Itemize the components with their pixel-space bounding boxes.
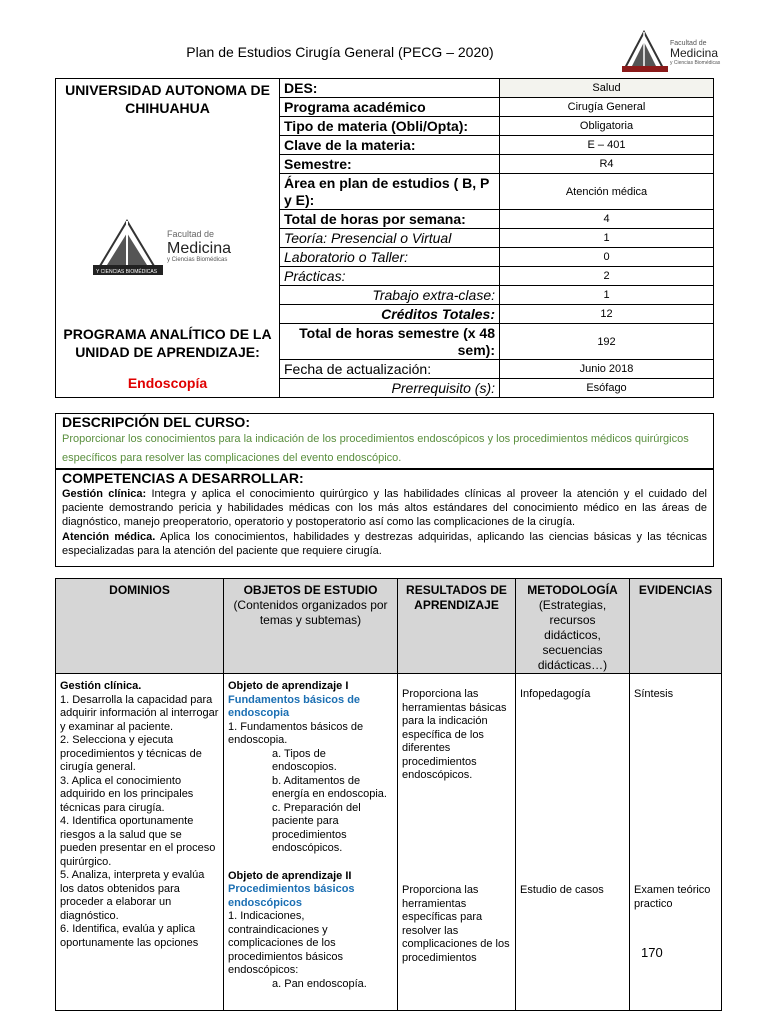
competency-text: Aplica los conocimientos, habilidades y destrezas adquiridas, aplicando las ciencias básicas y las técnicas especializadas para la atención del paciente que requiere cirugía.	[62, 531, 708, 557]
header-metodologia: METODOLOGÍA (Estrategias, recursos didácticos, secuencias didácticas…)	[516, 579, 630, 674]
program-title: PROGRAMA ANALÍTICO DE LA UNIDAD DE APRENDIZAJE:	[63, 326, 272, 360]
field-value: Junio 2018	[500, 360, 714, 379]
field-value: Cirugía General	[500, 98, 714, 117]
field-label: Créditos Totales:	[280, 305, 500, 324]
field-value: Esófago	[500, 379, 714, 398]
dominio-item: 3. Aplica el conocimiento adquirido en los principales técnicas para cirugía.	[60, 774, 194, 814]
dominio-item: 6. Identifica, evalúa y aplica oportunamente las opciones	[60, 923, 199, 949]
resultado-item: Proporciona las herramientas básicas para la indicación específica de los diferentes procedimientos endoscópicos.	[402, 688, 507, 781]
field-value: 192	[500, 324, 714, 360]
competencies	[55, 469, 714, 567]
field-label: Laboratorio o Taller:	[280, 248, 500, 267]
faculty-logo	[93, 217, 243, 279]
competency-title: Atención médica.	[62, 531, 156, 543]
metodologia-item: Estudio de casos	[520, 884, 604, 896]
svg-text:y Ciencias Biomédicas: y Ciencias Biomédicas	[670, 60, 721, 66]
competency-text: Integra y aplica el conocimiento quirúrgico y las habilidades clínicas al proveer la atención y el cuidado del paciente demostrando pericia y habilidades médicas con los más altos estándares del conocimiento médico en las áreas de diagnóstico, manejo preoperatorio, operatorio y postoperatorio así como las complicaciones de la cirugía.	[62, 488, 708, 528]
metodologia-cell	[516, 674, 630, 1011]
field-label: Clave de la materia:	[280, 136, 500, 155]
objeto-label: Objeto de aprendizaje II	[228, 869, 352, 882]
svg-text:y Ciencias Biomédicas: y Ciencias Biomédicas	[166, 257, 227, 263]
header-objetos: OBJETOS DE ESTUDIO (Contenidos organizados por temas y subtemas)	[224, 579, 398, 674]
university-name: UNIVERSIDAD AUTONOMA DE CHIHUAHUA	[65, 82, 270, 116]
field-value: 4	[500, 210, 714, 229]
svg-text:Medicina: Medicina	[166, 240, 231, 257]
objeto-subitem: b. Aditamentos de energía en endoscopia.	[272, 774, 387, 800]
header-evidencias: EVIDENCIAS	[630, 579, 722, 674]
field-value: 1	[500, 286, 714, 305]
objeto-subitem: a. Tipos de endoscopios.	[272, 747, 337, 773]
competency-item	[62, 530, 707, 558]
field-value: Salud	[500, 79, 714, 98]
field-value: 2	[500, 267, 714, 286]
field-label: Teoría: Presencial o Virtual	[280, 229, 500, 248]
page-header-title: Plan de Estudios Cirugía General (PECG – 2020)	[186, 44, 494, 60]
field-value: 12	[500, 305, 714, 324]
page-number: 170	[641, 945, 663, 960]
description-text: Proporcionar los conocimientos para la indicación de los procedimientos endoscópicos y los procedimientos médicos quirúrgicos específicos para resolver las complicaciones del evento endoscópico.	[62, 433, 689, 464]
field-value: 0	[500, 248, 714, 267]
evidencia-item: Examen teórico practico	[634, 884, 711, 910]
faculty-logo-header	[622, 28, 742, 74]
header-resultados: RESULTADOS DE APRENDIZAJE	[398, 579, 516, 674]
field-label: Total de horas por semana:	[280, 210, 500, 229]
field-label: Programa académico	[280, 98, 500, 117]
field-label: Semestre:	[280, 155, 500, 174]
metodologia-item: Infopedagogía	[520, 688, 591, 700]
svg-text:Y CIENCIAS BIOMÉDICAS: Y CIENCIAS BIOMÉDICAS	[95, 269, 157, 275]
objeto-subitem: c. Preparación del paciente para procedimientos endoscópicos.	[272, 801, 361, 854]
field-label: DES:	[280, 79, 500, 98]
header-dominios: DOMINIOS	[56, 579, 224, 674]
resultados-cell	[398, 674, 516, 1011]
svg-text:Facultad de: Facultad de	[670, 40, 707, 47]
field-value: Obligatoria	[500, 117, 714, 136]
course-identity-cell	[56, 79, 280, 398]
field-value: 1	[500, 229, 714, 248]
field-label: Área en plan de estudios ( B, P y E):	[280, 174, 500, 210]
field-label: Tipo de materia (Obli/Opta):	[280, 117, 500, 136]
field-label: Prerrequisito (s):	[280, 379, 500, 398]
objeto-label: Objeto de aprendizaje I	[228, 680, 349, 692]
dominios-title: Gestión clínica.	[60, 680, 142, 692]
field-label: Trabajo extra-clase:	[280, 286, 500, 305]
description-heading: DESCRIPCIÓN DEL CURSO:	[62, 414, 250, 430]
field-label: Prácticas:	[280, 267, 500, 286]
objetos-cell	[224, 674, 398, 1011]
resultado-item: Proporciona las herramientas específicas para resolver las complicaciones de los procedimientos	[402, 884, 510, 964]
svg-text:Medicina: Medicina	[670, 46, 719, 60]
subject-name: Endoscopía	[127, 375, 208, 391]
evidencia-item: Síntesis	[634, 688, 674, 700]
course-description	[55, 413, 714, 469]
competency-item	[62, 487, 707, 529]
competency-title: Gestión clínica:	[62, 488, 147, 500]
field-value: R4	[500, 155, 714, 174]
dominio-item: 4. Identifica oportunamente riesgos a la salud que se pueden presentar en el proceso quirúrgico.	[60, 815, 216, 868]
domains-table	[55, 578, 722, 1011]
field-label: Fecha de actualización:	[280, 360, 500, 379]
objeto-item: 1. Fundamentos básicos de endoscopia.	[228, 720, 364, 746]
objeto-title: Fundamentos básicos de endoscopia	[228, 693, 361, 719]
course-info-table	[55, 78, 714, 398]
dominio-item: 5. Analiza, interpreta y evalúa los datos obtenidos para proceder a elaborar un diagnóstico.	[60, 869, 205, 922]
dominio-item: 2. Selecciona y ejecuta procedimientos y técnicas de cirugía general.	[60, 734, 202, 773]
field-value: Atención médica	[500, 174, 714, 210]
dominio-item: 1. Desarrolla la capacidad para adquirir información al interrogar y examinar al paciente.	[60, 693, 219, 733]
svg-text:Facultad de: Facultad de	[166, 229, 214, 239]
competencies-heading: COMPETENCIAS A DESARROLLAR:	[62, 470, 304, 486]
field-label: Total de horas semestre (x 48 sem):	[280, 324, 500, 360]
objeto-title: Procedimientos básicos endoscópicos	[228, 883, 355, 909]
field-value: E – 401	[500, 136, 714, 155]
objeto-subitem: a. Pan endoscopía.	[272, 977, 367, 990]
objeto-item: 1. Indicaciones, contraindicaciones y complicaciones de los procedimientos básicos endoscópicos:	[228, 910, 343, 976]
dominios-cell	[56, 674, 224, 1011]
